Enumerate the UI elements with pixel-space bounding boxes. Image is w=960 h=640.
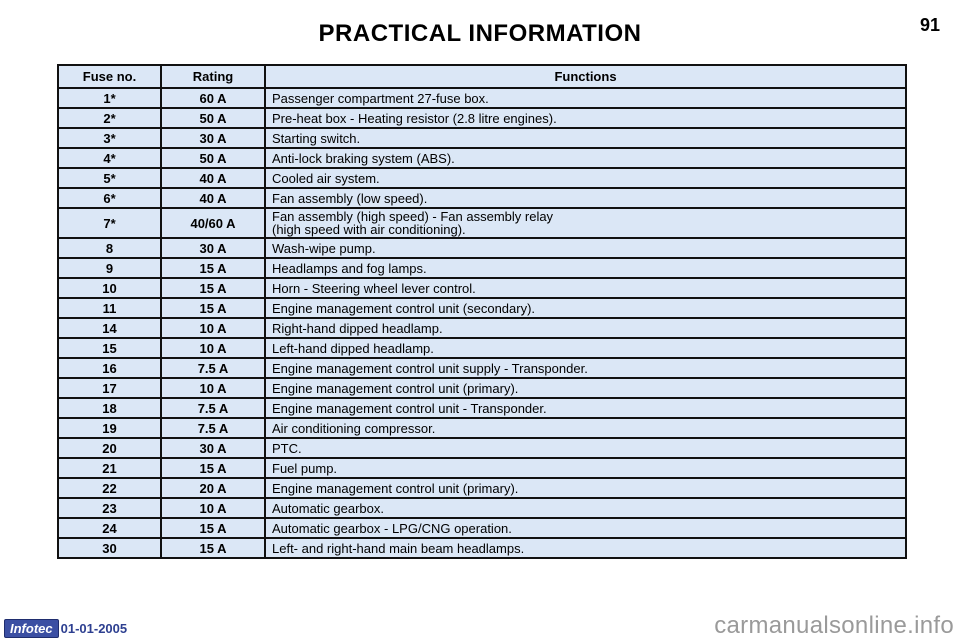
fuse-rating: 15 A [161,538,265,558]
fuse-function-line: Engine management control unit (primary). [272,480,519,496]
fuse-function [265,168,906,188]
table-row [58,238,906,258]
fuse-function [265,188,906,208]
fuse-number: 1* [58,88,161,108]
table-row [58,188,906,208]
fuse-rating: 40 A [161,168,265,188]
fuse-rating: 15 A [161,298,265,318]
fuse-number: 23 [58,498,161,518]
fuse-function [265,258,906,278]
table-row [58,518,906,538]
table-row [58,378,906,398]
fuse-rating: 10 A [161,338,265,358]
table-row [58,278,906,298]
fuse-function-line: Left-hand dipped headlamp. [272,340,434,356]
fuse-function [265,398,906,418]
table-row [58,298,906,318]
fuse-rating: 15 A [161,278,265,298]
fuse-function-line: Wash-wipe pump. [272,240,376,256]
table-row [58,258,906,278]
header-functions: Functions [265,65,906,88]
fuse-function-line: PTC. [272,440,302,456]
table-row [58,478,906,498]
fuse-rating: 30 A [161,128,265,148]
fuse-function-line: Engine management control unit supply - Transponder. [272,360,588,376]
table-row [58,538,906,558]
fuse-number: 19 [58,418,161,438]
fuse-rating: 15 A [161,458,265,478]
page-title: PRACTICAL INFORMATION [318,20,642,47]
fuse-number: 11 [58,298,161,318]
fuse-number: 15 [58,338,161,358]
fuse-function-line: Headlamps and fog lamps. [272,260,427,276]
table-row [58,358,906,378]
footer [4,619,127,637]
table-row [58,148,906,168]
fuse-number: 24 [58,518,161,538]
fuse-function [265,518,906,538]
fuse-rating: 60 A [161,88,265,108]
fuse-rating: 15 A [161,518,265,538]
fuse-function [265,128,906,148]
fuse-function-line: Fan assembly (low speed). [272,190,428,206]
fuse-rating: 15 A [161,258,265,278]
fuse-function [265,458,906,478]
fuse-function [265,238,906,258]
fuse-rating: 40/60 A [161,208,265,238]
fuse-number: 5* [58,168,161,188]
fuse-rating: 50 A [161,108,265,128]
table-row [58,498,906,518]
fuse-number: 8 [58,238,161,258]
fuse-function-line: Air conditioning compressor. [272,420,436,436]
fuse-function-line: Engine management control unit - Transponder. [272,400,547,416]
fuse-function-line: Right-hand dipped headlamp. [272,320,443,336]
fuse-function [265,318,906,338]
fuse-function [265,148,906,168]
fuse-table-body [58,88,906,558]
table-row [58,398,906,418]
header-rating: Rating [161,65,265,88]
fuse-number: 20 [58,438,161,458]
fuse-rating: 20 A [161,478,265,498]
fuse-function-line: Left- and right-hand main beam headlamps. [272,540,525,556]
fuse-number: 14 [58,318,161,338]
fuse-rating: 40 A [161,188,265,208]
page-number: 91 [919,15,940,35]
table-row [58,208,906,238]
fuse-number: 7* [58,208,161,238]
fuse-number: 10 [58,278,161,298]
fuse-rating: 7.5 A [161,358,265,378]
fuse-function [265,378,906,398]
fuse-function-line: Starting switch. [272,130,361,146]
table-header-row [58,65,906,88]
fuse-number: 4* [58,148,161,168]
fuse-number: 22 [58,478,161,498]
fuse-number: 30 [58,538,161,558]
fuse-function [265,298,906,318]
table-row [58,128,906,148]
fuse-number: 17 [58,378,161,398]
fuse-rating: 7.5 A [161,418,265,438]
fuse-number: 9 [58,258,161,278]
fuse-function-line: Engine management control unit (primary). [272,380,519,396]
table-row [58,438,906,458]
fuse-function [265,478,906,498]
fuse-function [265,358,906,378]
fuse-function [265,208,906,238]
fuse-number: 18 [58,398,161,418]
table-row [58,338,906,358]
fuse-function [265,88,906,108]
fuse-function-line: Horn - Steering wheel lever control. [272,280,476,296]
fuse-function [265,538,906,558]
fuse-function-line: Pre-heat box - Heating resistor (2.8 litre engines). [272,110,557,126]
fuse-function [265,498,906,518]
fuse-function-line: (high speed with air conditioning). [272,222,466,237]
infotec-logo: Infotec [4,619,59,638]
fuse-number: 2* [58,108,161,128]
table-row [58,108,906,128]
table-row [58,168,906,188]
fuse-function [265,438,906,458]
fuse-function [265,418,906,438]
fuse-number: 6* [58,188,161,208]
fuse-function-line: Cooled air system. [272,170,380,186]
table-row [58,88,906,108]
watermark: carmanualsonline.info [714,612,954,639]
fuse-function [265,278,906,298]
fuse-function-line: Engine management control unit (secondary). [272,300,536,316]
fuse-function-line: Passenger compartment 27-fuse box. [272,90,489,106]
fuse-rating: 50 A [161,148,265,168]
fuse-function [265,338,906,358]
table-row [58,318,906,338]
fuse-rating: 10 A [161,318,265,338]
fuse-function-line: Anti-lock braking system (ABS). [272,150,455,166]
fuse-table [57,64,907,559]
fuse-function-line: Fan assembly (high speed) - Fan assembly relay [272,209,554,224]
fuse-rating: 10 A [161,378,265,398]
fuse-function-line: Automatic gearbox. [272,500,385,516]
fuse-number: 16 [58,358,161,378]
header-fuse-no: Fuse no. [58,65,161,88]
fuse-rating: 7.5 A [161,398,265,418]
fuse-number: 3* [58,128,161,148]
fuse-rating: 30 A [161,438,265,458]
footer-date: 01-01-2005 [60,620,128,636]
fuse-number: 21 [58,458,161,478]
fuse-function-line: Automatic gearbox - LPG/CNG operation. [272,520,512,536]
fuse-function [265,108,906,128]
table-row [58,458,906,478]
table-row [58,418,906,438]
fuse-rating: 30 A [161,238,265,258]
fuse-rating: 10 A [161,498,265,518]
fuse-function-line: Fuel pump. [272,460,338,476]
